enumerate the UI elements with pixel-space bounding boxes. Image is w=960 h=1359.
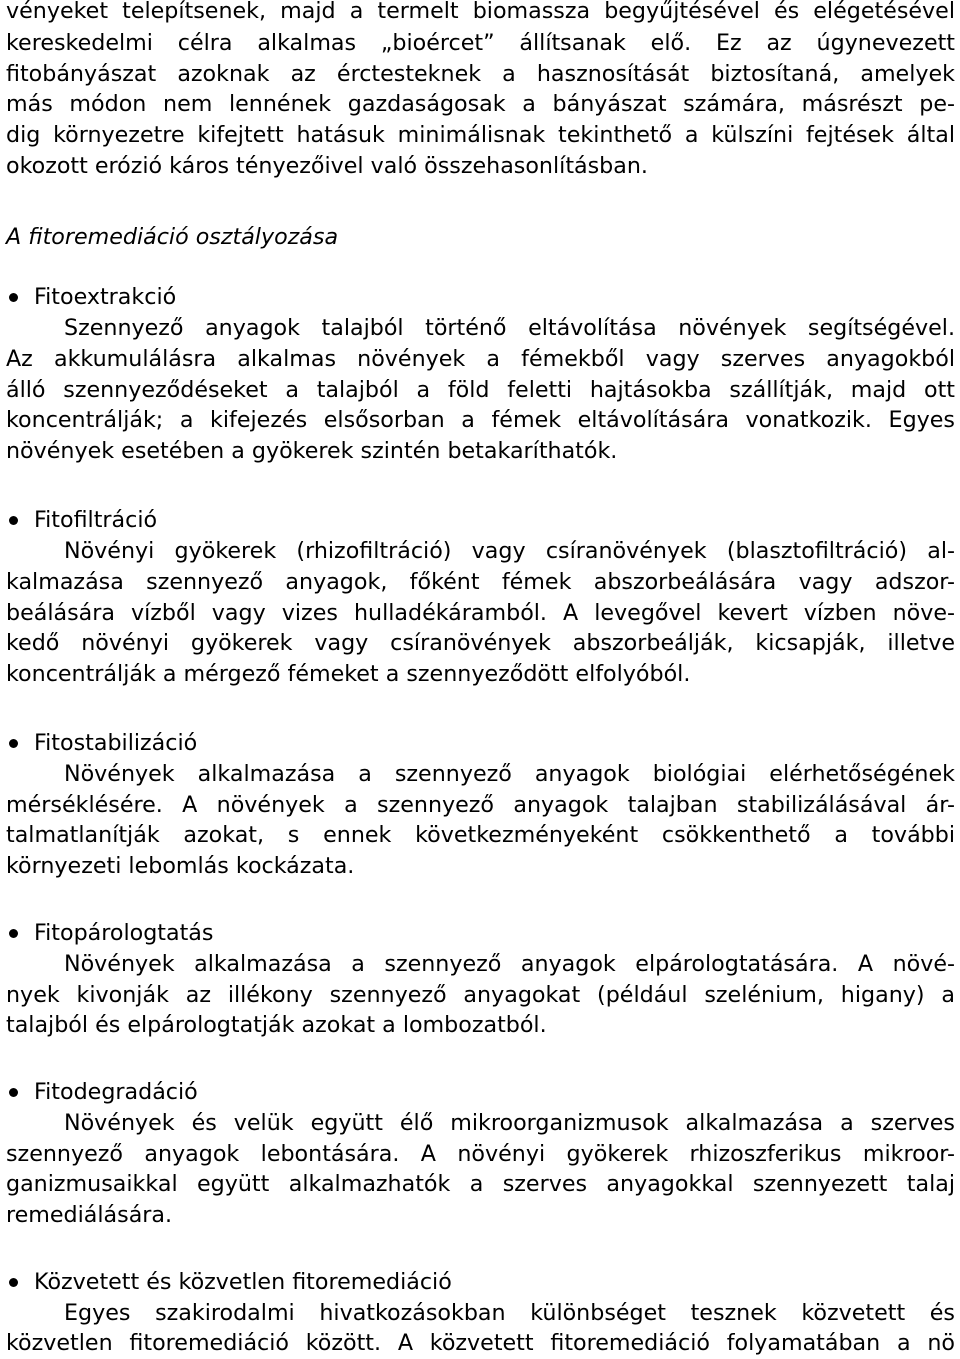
section-title-fitofiltracio: Fitofiltráció xyxy=(34,507,158,533)
section-line: ganizmusaikkal együtt alkalmazhatók a szerves anyagokkal szennyezett talaj xyxy=(6,1171,955,1197)
section-line: Egyes szakirodalmi hivatkozásokban különbséget tesznek közvetett és xyxy=(64,1300,955,1326)
section-title-fitostabilizacio: Fitostabilizáció xyxy=(34,730,198,756)
intro-line: okozott erózió káros tényezőivel való összehasonlításban. xyxy=(6,153,648,179)
intro-line: kereskedelmi célra alkalmas „bioércet” állítsanak elő. Ez az úgynevezett xyxy=(6,30,955,56)
section-line: álló szennyeződéseket a talajból a föld feletti hajtásokba szállítják, majd ott xyxy=(6,377,955,403)
intro-line: dig környezetre kifejtett hatásuk minimálisnak tekinthető a külszíni fejtések által xyxy=(6,122,955,148)
section-line: közvetlen fitoremediáció között. A közvetett fitoremediáció folyamatában a nö xyxy=(6,1330,955,1356)
section-line: környezeti lebomlás kockázata. xyxy=(6,853,355,879)
section-line: beálására vízből vagy vizes hulladékáramból. A levegővel kevert vízben növe- xyxy=(6,600,955,626)
section-line: szennyező anyagok lebontására. A növényi gyökerek rhizoszferikus mikroor- xyxy=(6,1141,955,1167)
section-line: Növények alkalmazása a szennyező anyagok elpárologtatására. A növé- xyxy=(64,951,955,977)
bullet-icon xyxy=(9,1088,18,1097)
bullet-icon xyxy=(9,1278,18,1287)
section-heading: A fitoremediáció osztályozása xyxy=(6,224,339,250)
section-line: mérséklésére. A növények a szennyező anyagok talajban stabilizálásával ár- xyxy=(6,792,955,818)
section-line: kalmazása szennyező anyagok, főként fémek abszorbeálására vagy adszor- xyxy=(6,569,955,595)
section-title-fitoparologtatas: Fitopárologtatás xyxy=(34,920,214,946)
section-line: talmatlanítják azokat, s ennek következményeként csökkenthető a további xyxy=(6,822,955,848)
section-line: nyek kivonják az illékony szennyező anyagokat (például szelénium, higany) a xyxy=(6,982,955,1008)
section-line: növények esetében a gyökerek szintén betakaríthatók. xyxy=(6,438,618,464)
bullet-icon xyxy=(9,739,18,748)
section-line: Az akkumulálásra alkalmas növények a fémekből vagy szerves anyagokból xyxy=(6,346,955,372)
section-line: Növényi gyökerek (rhizofiltráció) vagy csíranövények (blasztofiltráció) al- xyxy=(64,538,955,564)
section-title-fitoextrakcio: Fitoextrakció xyxy=(34,284,177,310)
section-line: koncentrálják; a kifejezés elsősorban a fémek eltávolítására vonatkozik. Egyes xyxy=(6,407,955,433)
intro-line: fitobányászat azoknak az érctesteknek a hasznosítását biztosítaná, amelyek xyxy=(6,61,955,87)
bullet-icon xyxy=(9,929,18,938)
section-line: Növények alkalmazása a szennyező anyagok biológiai elérhetőségének xyxy=(64,761,955,787)
section-title-fitodegradacio: Fitodegradáció xyxy=(34,1079,198,1105)
section-title-kozvetett: Közvetett és közvetlen fitoremediáció xyxy=(34,1269,452,1295)
intro-line: más módon nem lennének gazdaságosak a bányászat számára, másrészt pe- xyxy=(6,91,955,117)
section-line: Szennyező anyagok talajból történő eltávolítása növények segítségével. xyxy=(64,315,955,341)
bullet-icon xyxy=(9,516,18,525)
section-line: koncentrálják a mérgező fémeket a szennyeződött elfolyóból. xyxy=(6,661,691,687)
intro-line: vényeket telepítsenek, majd a termelt biomassza begyűjtésével és elégetésével xyxy=(6,0,955,24)
bullet-icon xyxy=(9,293,18,302)
section-line: talajból és elpárologtatják azokat a lombozatból. xyxy=(6,1012,547,1038)
section-line: remediálására. xyxy=(6,1202,173,1228)
section-line: kedő növényi gyökerek vagy csíranövények abszorbeálják, kicsapják, illetve xyxy=(6,630,955,656)
section-line: Növények és velük együtt élő mikroorganizmusok alkalmazása a szerves xyxy=(64,1110,955,1136)
